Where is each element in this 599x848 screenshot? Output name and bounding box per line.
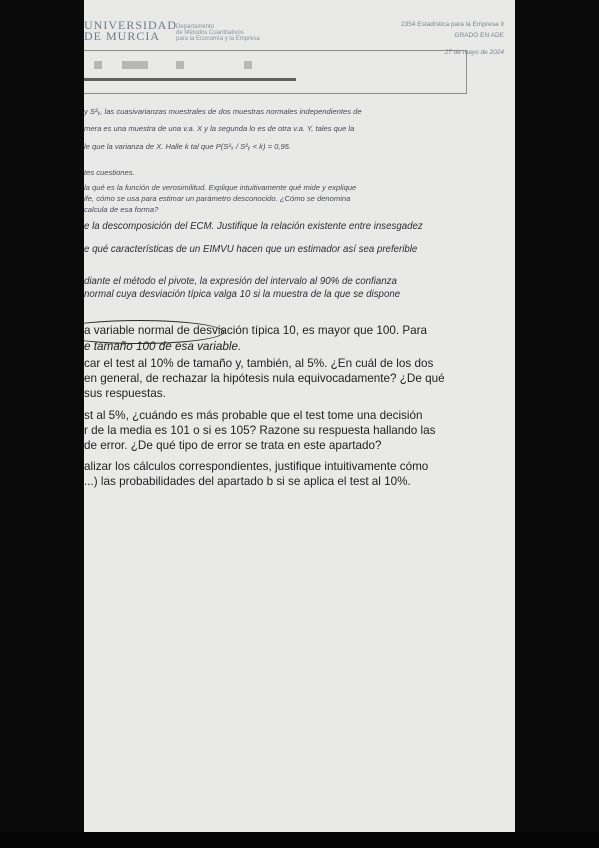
university-name-line1: UNIVERSIDAD [84, 18, 177, 32]
text-line: alizar los cálculos correspondientes, justifique intuitivamente cómo [84, 460, 429, 473]
text-line: calcula de esa forma? [84, 205, 159, 214]
document-photo [84, 0, 515, 832]
text-line: en general, de rechazar la hipótesis nula equivocadamente? ¿De qué [84, 372, 445, 385]
student-name-box [84, 50, 467, 94]
text-line: mera es una muestra de una v.a. X y la segunda lo es de otra v.a. Y, tales que la [84, 124, 355, 133]
text-line: r de la media es 101 o si es 105? Razone su respuesta hallando las [84, 424, 436, 437]
redacted-mark [94, 61, 102, 69]
bottom-edge [0, 832, 599, 848]
text-line: diante el método el pivote, la expresión del intervalo al 90% de confianza [84, 276, 397, 287]
text-line: e la descomposición del ECM. Justifique la relación existente entre insesgadez [84, 221, 423, 232]
text-line: normal cuya desviación típica valga 10 si la muestra de la que se dispone [84, 289, 401, 300]
text-line: st al 5%, ¿cuándo es más probable que el test tome una decisión [84, 409, 423, 422]
text-line: ...) las probabilidades del apartado b si se aplica el test al 10%. [84, 475, 411, 488]
department-block [176, 24, 296, 42]
course-title: 2354 Estadística para la Empresa II [401, 21, 504, 28]
department-line3: para la Economía y la Empresa [176, 36, 260, 42]
redaction-bar [84, 78, 296, 81]
text-line: le que la varianza de X. Halle k tal que P(S²ₓ / S²ᵧ < k) = 0,95. [84, 142, 292, 151]
redacted-mark [244, 61, 252, 69]
redacted-mark [176, 61, 184, 69]
text-line: de error. ¿De qué tipo de error se trata en este apartado? [84, 439, 382, 452]
text-line: a variable normal de desviación típica 10, es mayor que 100. Para [84, 324, 428, 337]
program: GRADO EN ADE [454, 32, 504, 39]
university-name-line2: DE MURCIA [84, 29, 161, 43]
exam-date: 27 de mayo de 2024 [444, 49, 504, 56]
text-line: ife, cómo se usa para estimar un parámetro desconocido. ¿Cómo se denomina [84, 194, 351, 203]
text-line: e tamaño 100 de esa variable. [84, 340, 242, 353]
text-line: y S²ᵧ, las cuasivarianzas muestrales de dos muestras normales independientes de [84, 107, 362, 116]
text-line: la qué es la función de verosimilitud. Explique intuitivamente qué mide y explique [84, 183, 357, 192]
text-line: e qué características de un EIMVU hacen que un estimador así sea preferible [84, 244, 418, 255]
department-line1: Departamento [176, 24, 215, 30]
question-statement [84, 324, 427, 337]
text-line: sus respuestas. [84, 387, 166, 400]
department-line2: de Métodos Cuantitativos [176, 30, 244, 36]
redacted-mark [122, 61, 148, 69]
text-line: car el test al 10% de tamaño y, también, al 5%. ¿En cuál de los dos [84, 357, 434, 370]
text-line: tes cuestiones. [84, 168, 135, 177]
university-logo-text [84, 20, 177, 42]
